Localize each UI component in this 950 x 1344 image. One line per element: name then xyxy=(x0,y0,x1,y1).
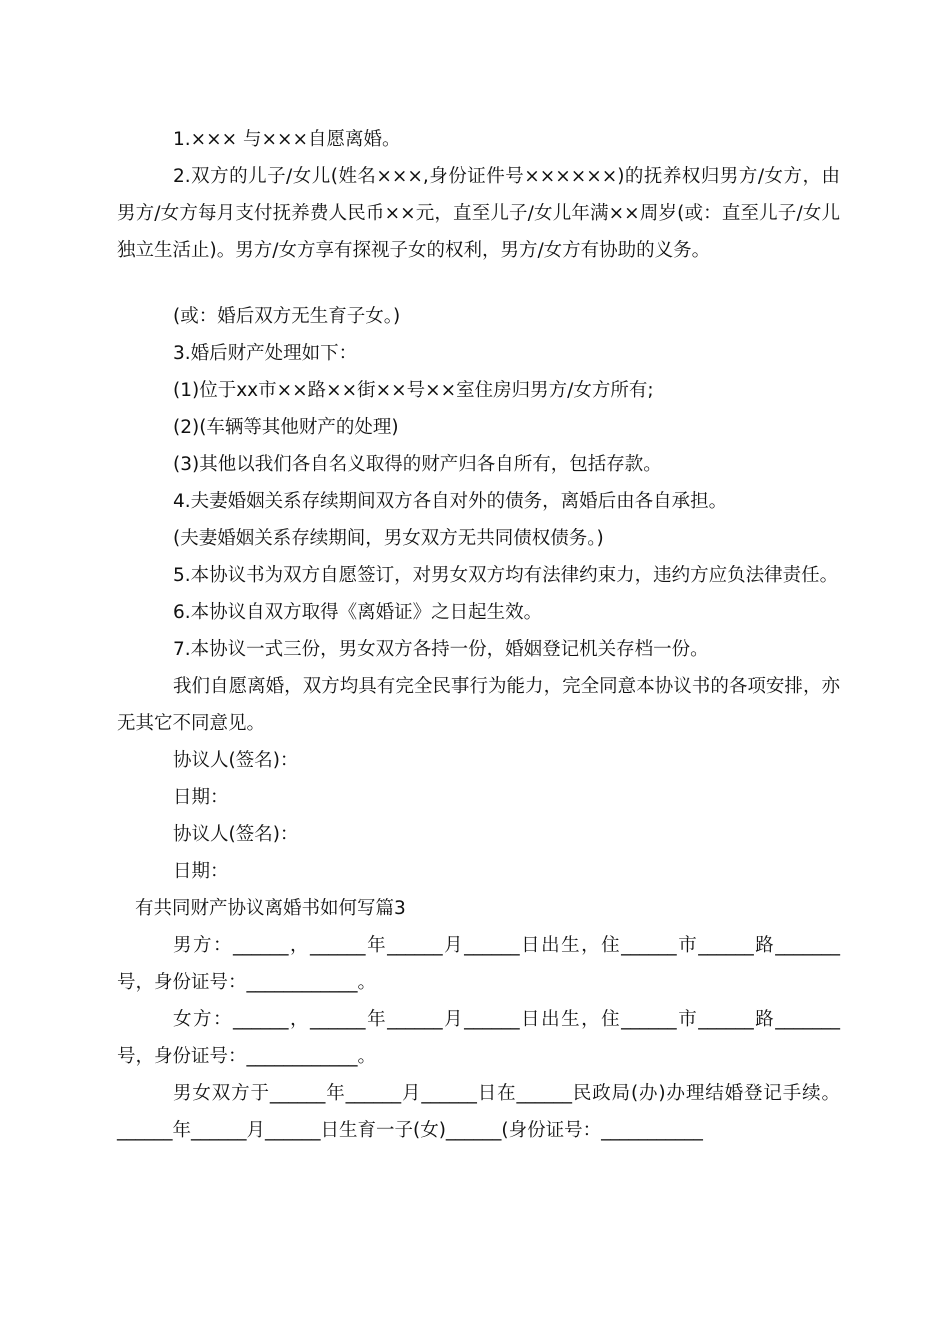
husband-info: 男方：______，______年______月______日出生，住______市______路_______号，身份证号：____________。 xyxy=(117,935,840,993)
wife-info: 女方：______，______年______月______日出生，住______市______路_______号，身份证号：____________。 xyxy=(117,1009,840,1067)
section-heading: 有共同财产协议离婚书如何写篇3 xyxy=(135,898,406,919)
clause-4-alternative: (夫妻婚姻关系存续期间，男女双方无共同债权债务。) xyxy=(173,528,604,549)
clause-3-item-3: (3)其他以我们各自名义取得的财产归各自所有，包括存款。 xyxy=(173,454,662,475)
signature-date-1: 日期： xyxy=(173,787,229,808)
clause-7-copies: 7.本协议一式三份，男女双方各持一份，婚姻登记机关存档一份。 xyxy=(173,639,709,660)
clause-3-item-2: (2)(车辆等其他财产的处理) xyxy=(173,417,399,438)
clause-4-debts: 4.夫妻婚姻关系存续期间双方各自对外的债务，离婚后由各自承担。 xyxy=(173,491,728,512)
declaration: 我们自愿离婚，双方均具有完全民事行为能力，完全同意本协议书的各项安排，亦无其它不同意见。 xyxy=(117,676,840,734)
marriage-registration: 男女双方于______年______月______日在______民政局(办)办理结婚登记手续。______年______月______日生育一子(女)______(身份证号：___________ xyxy=(117,1083,840,1141)
signature-party-1: 协议人(签名)： xyxy=(173,750,299,771)
document-body xyxy=(117,121,840,1149)
clause-2-custody: 2.双方的儿子/女儿(姓名×××,身份证件号××××××)的抚养权归男方/女方，由男方/女方每月支付抚养费人民币××元，直至儿子/女儿年满××周岁(或：直至儿子/女儿独立生活止)。男方/女方享有探视子女的权利，男方/女方有协助的义务。 xyxy=(117,166,840,261)
clause-6-effective: 6.本协议自双方取得《离婚证》之日起生效。 xyxy=(173,602,543,623)
clause-3-property: 3.婚后财产处理如下： xyxy=(173,343,358,364)
clause-1: 1.××× 与×××自愿离婚。 xyxy=(173,129,401,150)
signature-party-2: 协议人(签名)： xyxy=(173,824,299,845)
clause-2-alternative: (或：婚后双方无生育子女。) xyxy=(173,306,401,327)
signature-date-2: 日期： xyxy=(173,861,229,882)
clause-5-binding: 5.本协议书为双方自愿签订，对男女双方均有法律约束力，违约方应负法律责任。 xyxy=(173,565,839,586)
paragraph-gap xyxy=(117,269,840,298)
clause-3-item-1: (1)位于xx市××路××街××号××室住房归男方/女方所有; xyxy=(173,380,654,401)
